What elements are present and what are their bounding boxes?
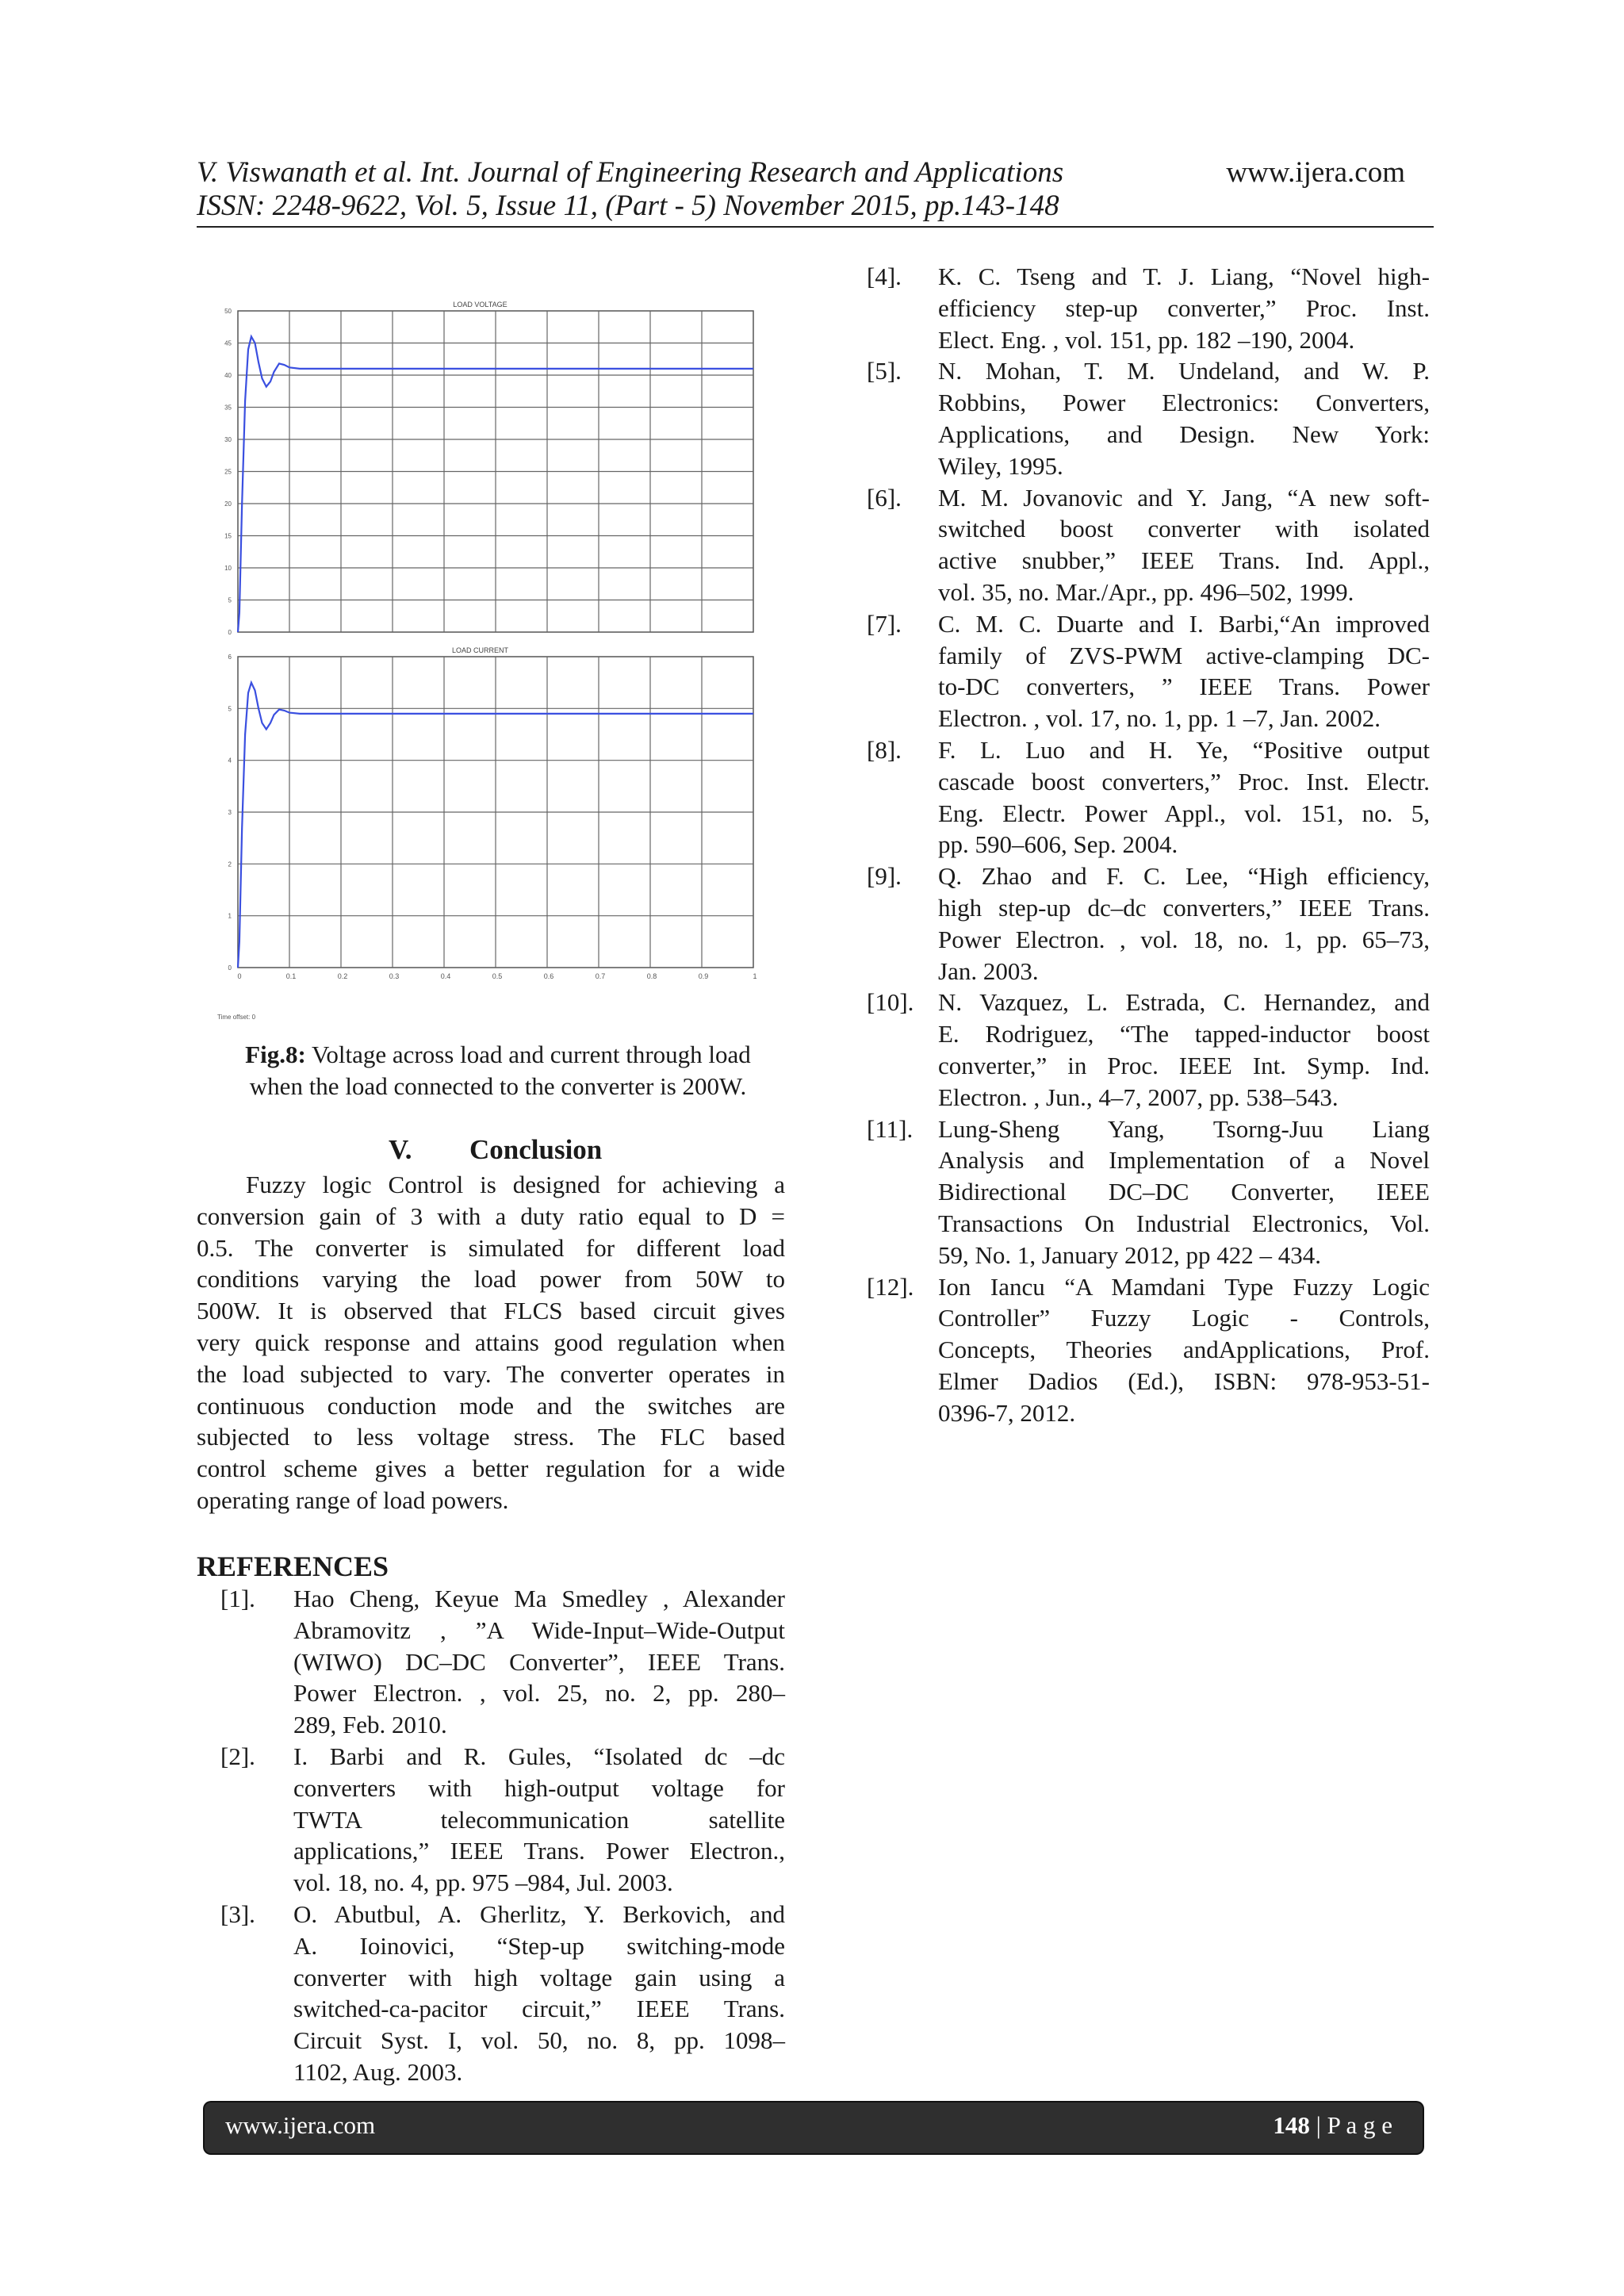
reference-line: O. Abutbul, A. Gherlitz, Y. Berkovich, and — [293, 1899, 785, 1928]
y-tick-label: 10 — [224, 565, 232, 572]
reference-line: cascade boost converters,” Proc. Inst. Electr. — [938, 767, 1430, 795]
reference-line: switched boost converter with isolated — [938, 515, 1430, 543]
reference-entry — [867, 861, 1430, 987]
reference-entry — [220, 1583, 785, 1741]
conclusion-line: operating range of load powers. — [197, 1485, 509, 1514]
reference-text — [938, 608, 1430, 734]
reference-line: converter with high voltage gain using a — [293, 1963, 785, 1991]
reference-text — [938, 482, 1430, 608]
page-label: | P a g e — [1309, 2111, 1392, 2139]
reference-number: [9]. — [867, 862, 902, 891]
figure-caption-label: Fig.8: — [245, 1041, 306, 1068]
x-axis-label: Time offset: 0 — [217, 1014, 256, 1021]
reference-line: Lung-Sheng Yang, Tsorng-Juu Liang — [938, 1114, 1430, 1143]
footer-website: www.ijera.com — [225, 2111, 376, 2139]
reference-line: Jan. 2003. — [938, 956, 1039, 985]
reference-line: Electron. , Jun., 4–7, 2007, pp. 538–543. — [938, 1083, 1339, 1111]
reference-line: C. M. C. Duarte and I. Barbi,“An improved — [938, 609, 1430, 638]
reference-line: converter,” in Proc. IEEE Int. Symp. Ind. — [938, 1051, 1430, 1079]
reference-line: family of ZVS-PWM active-clamping DC- — [938, 641, 1430, 669]
figure-caption-text-2: when the load connected to the converter is 200W. — [249, 1071, 747, 1100]
y-tick-label: 20 — [224, 500, 232, 508]
y-tick-label: 2 — [228, 861, 232, 868]
reference-line: Concepts, Theories andApplications, Prof. — [938, 1336, 1430, 1364]
reference-text — [938, 987, 1430, 1113]
reference-line: Q. Zhao and F. C. Lee, “High efficiency, — [938, 862, 1430, 891]
y-tick-label: 6 — [228, 654, 232, 661]
reference-text — [938, 1271, 1430, 1429]
conclusion-line: control scheme gives a better regulation for a wide — [197, 1455, 785, 1483]
reference-line: Electron. , vol. 17, no. 1, pp. 1 –7, Jan. 2002. — [938, 704, 1381, 733]
reference-line: efficiency step-up converter,” Proc. Inst. — [938, 293, 1430, 322]
section-number: V. — [389, 1134, 412, 1165]
conclusion-line: conditions varying the load power from 50W to — [197, 1265, 785, 1294]
reference-line: (WIWO) DC–DC Converter”, IEEE Trans. — [293, 1647, 785, 1676]
reference-line: to-DC converters, ” IEEE Trans. Power — [938, 673, 1430, 701]
y-tick-label: 40 — [224, 372, 232, 379]
reference-entry — [867, 1114, 1430, 1271]
reference-line: active snubber,” IEEE Trans. Ind. Appl., — [938, 546, 1430, 575]
x-tick-label: 0.2 — [337, 972, 348, 980]
x-tick-label: 0.1 — [285, 972, 297, 980]
plot-title: LOAD CURRENT — [451, 646, 509, 654]
reference-line: Power Electron. , vol. 18, no. 1, pp. 65–73, — [938, 925, 1430, 953]
y-tick-label: 0 — [228, 629, 232, 636]
conclusion-line: subjected to less voltage stress. The FLC based — [197, 1423, 785, 1451]
reference-number: [11]. — [867, 1114, 914, 1143]
reference-line: Circuit Syst. I, vol. 50, no. 8, pp. 1098– — [293, 2026, 785, 2055]
reference-line: Bidirectional DC–DC Converter, IEEE — [938, 1178, 1430, 1206]
conclusion-line: Fuzzy logic Control is designed for achieving a — [246, 1171, 785, 1198]
reference-line: Wiley, 1995. — [938, 451, 1063, 480]
reference-line: Elect. Eng. , vol. 151, pp. 182 –190, 2004. — [938, 325, 1355, 354]
reference-entry — [867, 261, 1430, 355]
x-tick-label: 0.8 — [646, 972, 657, 980]
reference-line: Power Electron. , vol. 25, no. 2, pp. 280– — [293, 1679, 785, 1708]
header-website: www.ijera.com — [1226, 156, 1405, 189]
reference-line: Hao Cheng, Keyue Ma Smedley , Alexander — [293, 1585, 785, 1612]
reference-text — [938, 861, 1430, 987]
reference-line: Applications, and Design. New York: — [938, 420, 1430, 448]
reference-line: N. Vazquez, L. Estrada, C. Hernandez, and — [938, 988, 1430, 1017]
reference-line: TWTA telecommunication satellite — [293, 1805, 785, 1834]
plot-title: LOAD VOLTAGE — [453, 301, 508, 309]
reference-line: K. C. Tseng and T. J. Liang, “Novel high- — [938, 263, 1430, 290]
reference-line: E. Rodriguez, “The tapped-inductor boost — [938, 1020, 1430, 1048]
conclusion-line: conversion gain of 3 with a duty ratio equal to D = — [197, 1202, 785, 1230]
x-tick-label: 1 — [753, 972, 757, 980]
references-left-column — [220, 1583, 785, 2088]
x-tick-label: 0.5 — [492, 972, 503, 980]
reference-entry — [867, 608, 1430, 734]
running-header-line2: ISSN: 2248-9622, Vol. 5, Issue 11, (Part - 5) November 2015, pp.143-148 — [197, 190, 1059, 222]
reference-line: Eng. Electr. Power Appl., vol. 151, no. 5, — [938, 799, 1430, 827]
reference-line: Abramovitz , ”A Wide-Input–Wide-Output — [293, 1616, 785, 1644]
reference-text — [938, 1114, 1430, 1271]
reference-text — [293, 1741, 785, 1899]
reference-line: vol. 18, no. 4, pp. 975 –984, Jul. 2003. — [293, 1869, 673, 1897]
x-tick-label: 0.3 — [389, 972, 400, 980]
x-tick-label: 0.7 — [595, 972, 606, 980]
reference-line: Elmer Dadios (Ed.), ISBN: 978-953-51- — [938, 1366, 1430, 1395]
reference-line: applications,” IEEE Trans. Power Electron., — [293, 1837, 785, 1865]
conclusion-line: the load subjected to vary. The converter operates in — [197, 1359, 785, 1388]
reference-text — [293, 1899, 785, 2088]
reference-line: M. M. Jovanovic and Y. Jang, “A new soft- — [938, 483, 1430, 512]
reference-line: switched-ca-pacitor circuit,” IEEE Trans. — [293, 1995, 785, 2023]
reference-line: vol. 35, no. Mar./Apr., pp. 496–502, 1999. — [938, 577, 1354, 606]
reference-line: Analysis and Implementation of a Novel — [938, 1146, 1430, 1175]
reference-text — [938, 261, 1430, 355]
footer-page — [1273, 2111, 1392, 2140]
reference-line: high step-up dc–dc converters,” IEEE Trans. — [938, 893, 1430, 922]
conclusion-line: 500W. It is observed that FLCS based circuit gives — [197, 1297, 785, 1325]
reference-text — [293, 1583, 785, 1741]
y-tick-label: 45 — [224, 339, 232, 347]
references-heading: REFERENCES — [197, 1550, 389, 1582]
y-tick-label: 0 — [228, 964, 232, 972]
figure-caption-text-1: Voltage across load and current through load — [305, 1041, 751, 1068]
y-tick-label: 4 — [228, 757, 232, 765]
reference-number: [5]. — [867, 357, 902, 385]
reference-line: N. Mohan, T. M. Undeland, and W. P. — [938, 357, 1430, 385]
reference-entry — [220, 1741, 785, 1899]
reference-number: [8]. — [867, 735, 902, 764]
reference-line: Controller” Fuzzy Logic - Controls, — [938, 1304, 1430, 1332]
conclusion-line: very quick response and attains good regulation when — [197, 1328, 785, 1356]
reference-number: [10]. — [867, 988, 914, 1017]
reference-line: A. Ioinovici, “Step-up switching-mode — [293, 1931, 785, 1960]
y-tick-label: 5 — [228, 596, 232, 604]
x-tick-label: 0 — [237, 972, 242, 980]
reference-entry — [867, 987, 1430, 1113]
reference-number: [4]. — [867, 263, 902, 290]
running-header-line1: V. Viswanath et al. Int. Journal of Engineering Research and Applications — [197, 156, 1064, 189]
reference-line: converters with high-output voltage for — [293, 1773, 785, 1802]
conclusion-line: continuous conduction mode and the switches are — [197, 1391, 785, 1420]
y-tick-label: 1 — [228, 912, 232, 920]
section-heading: Conclusion — [469, 1134, 603, 1165]
y-tick-label: 25 — [224, 468, 232, 476]
reference-line: 289, Feb. 2010. — [293, 1711, 447, 1739]
page-footer — [205, 2102, 1423, 2153]
reference-line: pp. 590–606, Sep. 2004. — [938, 830, 1178, 859]
reference-text — [938, 355, 1430, 481]
references-right-column — [867, 261, 1430, 1428]
reference-line: 59, No. 1, January 2012, pp 422 – 434. — [938, 1240, 1322, 1269]
y-tick-label: 15 — [224, 532, 232, 540]
y-tick-label: 5 — [228, 705, 232, 713]
y-tick-label: 3 — [228, 809, 232, 816]
reference-entry — [867, 734, 1430, 861]
reference-number: [1]. — [220, 1585, 255, 1612]
conclusion-line: 0.5. The converter is simulated for different load — [197, 1233, 785, 1262]
reference-entry — [867, 482, 1430, 608]
reference-line: 1102, Aug. 2003. — [293, 2057, 463, 2086]
y-tick-label: 50 — [224, 308, 232, 315]
reference-line: 0396-7, 2012. — [938, 1398, 1076, 1427]
reference-number: [6]. — [867, 483, 902, 512]
figure-caption — [197, 1039, 799, 1102]
x-tick-label: 0.6 — [543, 972, 554, 980]
reference-number: [2]. — [220, 1742, 255, 1770]
reference-number: [7]. — [867, 609, 902, 638]
reference-text — [938, 734, 1430, 861]
x-tick-label: 0.4 — [440, 972, 451, 980]
reference-line: Transactions On Industrial Electronics, Vol. — [938, 1209, 1430, 1237]
reference-line: Ion Iancu “A Mamdani Type Fuzzy Logic — [938, 1272, 1430, 1301]
conclusion-body — [197, 1169, 785, 1516]
header-rule — [197, 226, 1434, 228]
reference-line: F. L. Luo and H. Ye, “Positive output — [938, 735, 1430, 764]
reference-entry — [867, 1271, 1430, 1429]
reference-entry — [867, 355, 1430, 481]
reference-entry — [220, 1899, 785, 2088]
y-tick-label: 35 — [224, 404, 232, 412]
reference-number: [3]. — [220, 1899, 255, 1928]
page-number: 148 — [1273, 2111, 1310, 2139]
reference-line: Robbins, Power Electronics: Converters, — [938, 389, 1430, 417]
y-tick-label: 30 — [224, 436, 232, 443]
figure-8-plots — [214, 293, 769, 1031]
reference-line: I. Barbi and R. Gules, “Isolated dc –dc — [293, 1742, 785, 1770]
reference-number: [12]. — [867, 1272, 914, 1301]
x-tick-label: 0.9 — [698, 972, 709, 980]
